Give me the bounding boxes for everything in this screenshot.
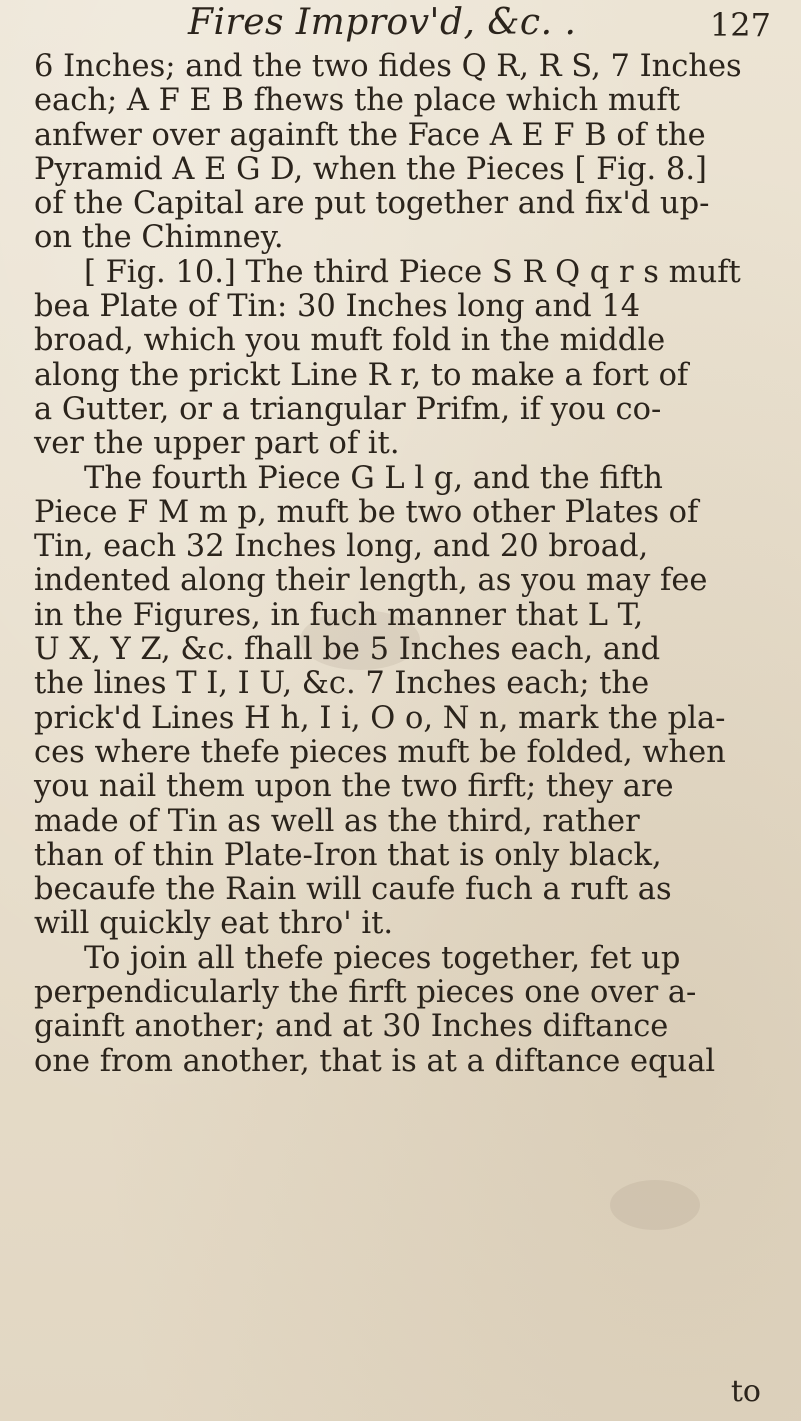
text-line: [ Fig. 10.] The third Piece S R Q q r s muft: [84, 254, 741, 290]
text-line: U X, Y Z, &c. fhall be 5 Inches each, and: [34, 632, 661, 668]
text-line: along the prickt Line R r, to make a fort of: [34, 357, 689, 393]
text-line: on the Chimney.: [34, 220, 284, 256]
text-line: ver the upper part of it.: [34, 426, 400, 462]
text-line: broad, which you muft fold in the middle: [34, 323, 666, 359]
text-line: Tin, each 32 Inches long, and 20 broad,: [34, 529, 649, 565]
text-line: perpendicularly the firft pieces one over a-: [34, 975, 697, 1011]
body-text: [34, 50, 769, 1079]
paper-stain: [610, 1180, 700, 1230]
text-line: in the Figures, in fuch manner that L T,: [34, 597, 644, 633]
text-line: 6 Inches; and the two fides Q R, R S, 7 Inches: [34, 49, 742, 84]
running-head: Fires Improv'd, &c. .: [188, 2, 577, 43]
text-line: Pyramid A E G D, when the Pieces [ Fig. 8.]: [34, 151, 707, 187]
page-number: 127: [709, 6, 771, 44]
page-header: [0, 2, 801, 46]
text-line: a Gutter, or a triangular Prifm, if you co-: [34, 391, 662, 427]
text-line: you nail them upon the two firft; they are: [34, 769, 674, 805]
text-line: the lines T I, I U, &c. 7 Inches each; the: [34, 666, 650, 702]
text-line: ces where thefe pieces muft be folded, when: [34, 734, 726, 770]
text-line: To join all thefe pieces together, fet up: [84, 940, 681, 976]
catchword: to: [730, 1374, 761, 1409]
text-line: bea Plate of Tin: 30 Inches long and 14: [34, 289, 641, 325]
text-line: The fourth Piece G L l g, and the fifth: [84, 460, 663, 496]
text-line: than of thin Plate-Iron that is only black,: [34, 837, 662, 873]
text-line: of the Capital are put together and fix'd up-: [34, 186, 710, 222]
text-line: will quickly eat thro' it.: [34, 906, 394, 942]
text-line: becaufe the Rain will caufe fuch a ruft as: [34, 872, 672, 908]
text-line: anfwer over againft the Face A E F B of the: [34, 117, 706, 153]
text-line: one from another, that is at a diftance equal: [34, 1043, 716, 1079]
text-line: made of Tin as well as the third, rather: [34, 803, 640, 839]
text-line: indented along their length, as you may fee: [34, 563, 708, 599]
text-line: each; A F E B fhews the place which muft: [34, 83, 680, 119]
text-line: Piece F M m p, muft be two other Plates of: [34, 494, 699, 530]
text-line: prick'd Lines H h, I i, O o, N n, mark the pla-: [34, 700, 726, 736]
text-line: gainft another; and at 30 Inches diftance: [34, 1009, 669, 1045]
